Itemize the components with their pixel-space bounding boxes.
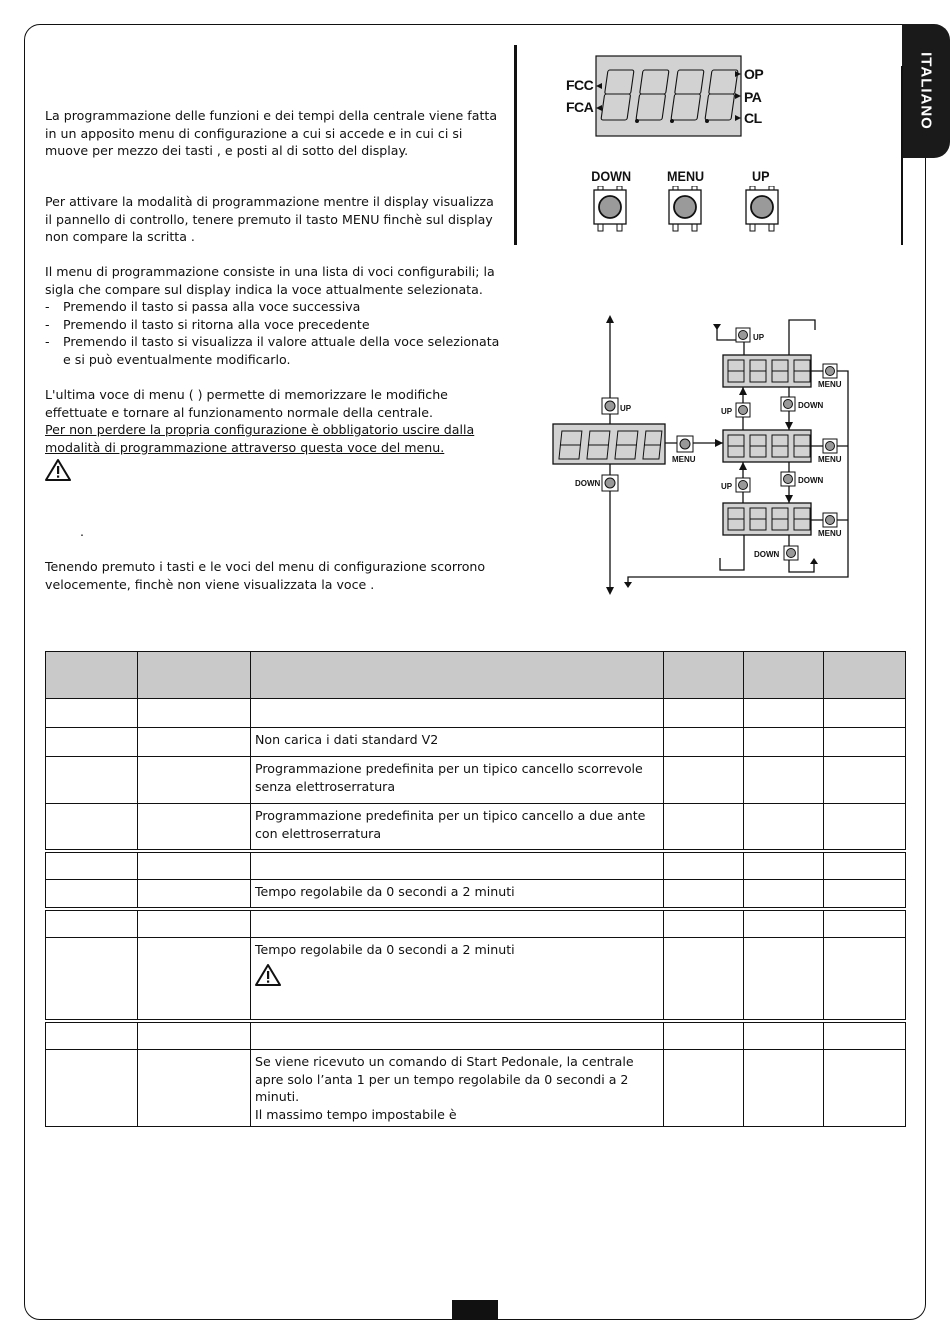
intro-paragraph-5-wrap bbox=[45, 558, 500, 593]
language-tab bbox=[902, 24, 950, 158]
table-row bbox=[46, 851, 906, 880]
flow-down-label-4: DOWN bbox=[754, 550, 780, 559]
table-row: Non carica i dati standard V2 bbox=[46, 728, 906, 757]
flow-menu-label-1: MENU bbox=[672, 455, 696, 464]
fcc-label: FCC bbox=[566, 77, 594, 93]
flow-down-label-3: DOWN bbox=[798, 476, 824, 485]
flow-down-label-1: DOWN bbox=[575, 479, 601, 488]
cl-label: CL bbox=[744, 110, 762, 126]
flow-up-label-1: UP bbox=[620, 404, 632, 413]
divider-left bbox=[514, 45, 517, 245]
up-button-label: UP bbox=[751, 168, 770, 184]
up-button[interactable] bbox=[742, 186, 782, 232]
bullet-1-text: Premendo il tasto si passa alla voce successiva bbox=[63, 299, 361, 315]
page-number-block bbox=[452, 1300, 498, 1320]
table-row bbox=[46, 938, 906, 1021]
table-row bbox=[46, 699, 906, 728]
intro-paragraph-4: L'ultima voce di menu ( ) permette di memorizzare le modifiche effettuate e tornare al funzionamento normale della centrale. bbox=[45, 387, 448, 420]
table-row bbox=[46, 909, 906, 938]
table-header-row bbox=[46, 652, 906, 699]
flow-up-label-3: UP bbox=[721, 407, 733, 416]
flow-up-label-4: UP bbox=[721, 482, 733, 491]
divider-right bbox=[901, 66, 903, 245]
down-button-label: DOWN bbox=[591, 168, 632, 184]
table-cell-text: Tempo regolabile da 0 secondi a 2 minuti bbox=[255, 942, 515, 957]
table-row bbox=[46, 1050, 906, 1127]
bullet-3: - Premendo il tasto si visualizza il valore attuale della voce selezionata e si può eventualmente modificarlo. bbox=[45, 334, 500, 367]
bullet-2-text: Premendo il tasto si ritorna alla voce precedente bbox=[63, 316, 370, 332]
warning-icon bbox=[45, 458, 71, 482]
menu-button-label: MENU bbox=[667, 168, 705, 184]
bullet-3-text: Premendo il tasto si visualizza il valore attuale della voce selezionata e si può eventualmente modificarlo. bbox=[63, 334, 500, 367]
dot-line: . bbox=[80, 524, 85, 539]
table-row: Programmazione predefinita per un tipico cancello scorrevole senza elettroserratura bbox=[46, 757, 906, 804]
table-row: Tempo regolabile da 0 secondi a 2 minuti bbox=[46, 880, 906, 909]
pa-label: PA bbox=[744, 89, 762, 105]
intro-warning-underlined: Per non perdere la propria configurazione è obbligatorio uscire dalla modalità di programmazione attraverso questa voce del menu. bbox=[45, 422, 475, 455]
intro-paragraph-4-wrap bbox=[45, 386, 500, 456]
intro-paragraph-5: Tenendo premuto i tasti e le voci del menu di configurazione scorrono velocemente, finchè non viene visualizzata la voce . bbox=[45, 559, 486, 592]
down-button[interactable] bbox=[590, 186, 630, 232]
flow-down-label-2: DOWN bbox=[798, 401, 824, 410]
bullet-1: - Premendo il tasto si passa alla voce successiva bbox=[45, 299, 361, 315]
menu-button[interactable] bbox=[665, 186, 705, 232]
warning-icon bbox=[255, 963, 281, 987]
flow-menu-label-2: MENU bbox=[818, 380, 842, 389]
intro-paragraph-2: Per attivare la modalità di programmazione mentre il display visualizza il pannello di controllo, tenere premuto il tasto MENU finchè sul display non compare la scritta . bbox=[45, 194, 494, 245]
table-row: Programmazione predefinita per un tipico cancello a due ante con elettroserratura bbox=[46, 804, 906, 851]
table-cell-text: Il massimo tempo impostabile è bbox=[255, 1106, 457, 1122]
intro-paragraph-3-wrap bbox=[45, 263, 500, 369]
intro-paragraph-1: La programmazione delle funzioni e dei tempi della centrale viene fatta in un apposito menu di configurazione a cui si accede e in cui ci si muove per mezzo dei tasti , e posti al di sotto del display. bbox=[45, 108, 498, 159]
intro-text bbox=[45, 107, 500, 160]
fca-label: FCA bbox=[566, 99, 594, 115]
intro-paragraph-3: Il menu di programmazione consiste in una lista di voci configurabili; la sigla che compare sul display indica la voce attualmente selezionata. bbox=[45, 264, 495, 297]
flow-up-label-2: UP bbox=[753, 333, 765, 342]
table-row bbox=[46, 1021, 906, 1050]
parameters-table bbox=[45, 651, 906, 1127]
flow-menu-label-3: MENU bbox=[818, 455, 842, 464]
op-label: OP bbox=[744, 66, 764, 82]
flow-menu-label-4: MENU bbox=[818, 529, 842, 538]
intro-paragraph-2-wrap bbox=[45, 193, 500, 246]
language-tab-label: ITALIANO bbox=[917, 52, 935, 130]
table-cell-text: Se viene ricevuto un comando di Start Pedonale, la centrale apre solo l’anta 1 per un tempo regolabile da 0 secondi a 2 minuti. bbox=[255, 1054, 634, 1105]
bullet-2: - Premendo il tasto si ritorna alla voce precedente bbox=[45, 316, 370, 332]
menu-flow-diagram bbox=[540, 310, 860, 600]
